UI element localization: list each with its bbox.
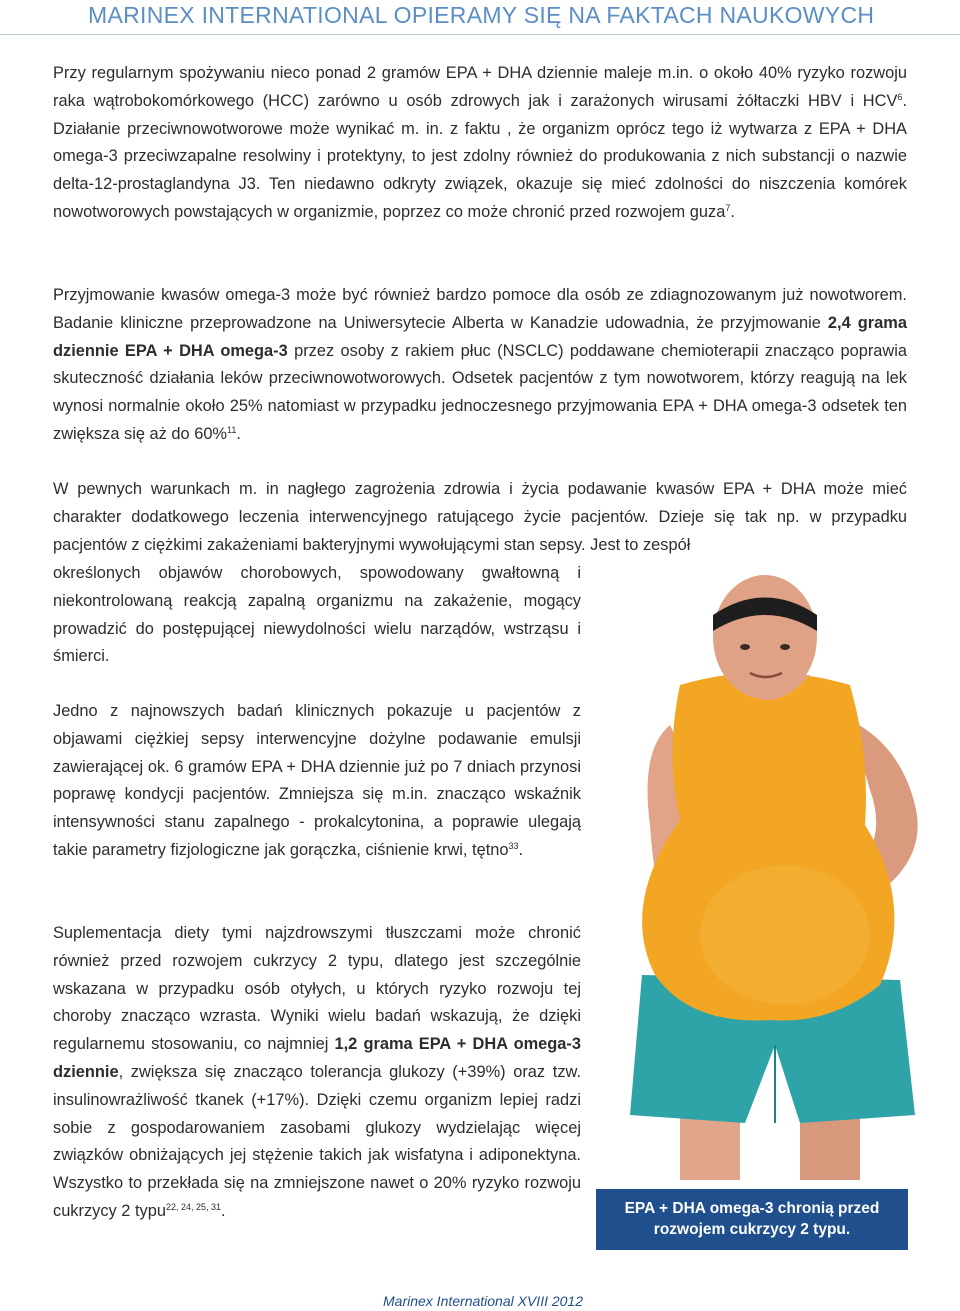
paragraph-liver-cancer: Przy regularnym spożywaniu nieco ponad 2 gramów EPA + DHA dziennie maleje m.in. o około 40% ryzyko rozwoju raka wątrobokomórkowego (HCC) zarówno u osób zdrowych jak i zarażonych wirusami żółtaczki HBV i HCV$^6$. Działanie przeciwnowotworowe może wynikać m. in. z faktu , że organizm oprócz tego iż wytwarza z EPA + DHA omega-3 przeciwzapalne resolwiny i protektyny, to jest zdolny również do produkowania z nich substancji o nazwie delta-12-prostaglandyna J3. Ten niedawno odkryty związek, okazuje się mieć zdolności do niszczenia komórek nowotworowych powstających w organizmie, poprzez co może chronić przed rozwojem guza$^7$. (53, 64, 907, 221)
reference-7: 7 (725, 202, 731, 213)
reference-33: 33 (508, 840, 519, 851)
paragraph-sepsis-study: Jedno z najnowszych badań klinicznych pokazuje u pacjentów z objawami ciężkiej sepsy interwencyjne dożylne podawanie emulsji zawierającej ok. 6 gramów EPA + DHA dziennie już po 7 dniach przynosi poprawę kondycji pacjentów. Zmniejsza się m.in. znacząco wskaźnik intensywności stanu zapalnego - prokalcytonina, a poprawie ulegają takie parametry fizjologiczne jak gorączka, ciśnienie krwi, tętno$^{33}$. (53, 702, 581, 859)
header-divider (0, 34, 960, 35)
man-illustration (570, 575, 960, 1185)
highlight-dose-diabetes: 1,2 grama EPA + DHA omega-3 dziennie (53, 1035, 581, 1081)
reference-diabetes: 22, 24, 25, 31 (165, 1201, 221, 1212)
paragraph-diabetes: Suplementacja diety tymi najzdrowszymi tłuszczami może chronić również przed rozwojem cukrzycy 2 typu, dlatego jest szczególnie wskazana w przypadku osób otyłych, u których ryzyko rozwoju tej choroby znacząco wzrasta. Wyniki wielu badań wskazują, że dzięki regularnemu stosowaniu, co najmniej 1,2 grama EPA + DHA omega-3 dziennie, zwiększa się znacząco tolerancja glukozy (+39%) oraz tzw. insulinowrażliwość tkanek (+17%). Dzięki czemu organizm lepiej radzi sobie z gospodarowaniem zasobami glukozy wydzielając więcej związków obniżających jej stężenie takich jak wisfatyna i adiponektyna. Wszystko to przekłada się na zmniejszone nawet o 20% ryzyko rozwoju cukrzycy 2 typu$^{22, 24, 25, 31}$. (53, 924, 581, 1220)
page-header: MARINEX INTERNATIONAL OPIERAMY SIĘ NA FAKTACH NAUKOWYCH (88, 2, 875, 28)
page-footer: Marinex International XVIII 2012 (383, 1293, 584, 1309)
highlight-dose-lung: 2,4 grama dziennie EPA + DHA omega-3 (53, 313, 907, 360)
paragraph-lung-cancer: Przyjmowanie kwasów omega-3 może być również bardzo pomoce dla osób ze zdiagnozowanym już nowotworem. Badanie kliniczne przeprowadzone na Uniwersytecie Alberta w Kanadzie udowadnia, że przyjmowanie 2,4 grama dziennie EPA + DHA omega-3 przez osoby z rakiem płuc (NSCLC) poddawane chemioterapii znacząco poprawia skuteczność działania leków przeciwnowotworowych. Odsetek pacjentów z tym nowotworem, którzy reagują na lek wynosi normalnie około 25% natomiast w przypadku jednoczesnego przyjmowania EPA + DHA omega-3 odsetek ten zwiększa się aż do 60%$^{11}$. (53, 286, 907, 443)
caption-line-2: rozwojem cukrzycy 2 typu. (653, 1221, 851, 1238)
caption-line-1: EPA + DHA omega-3 chronią przed (624, 1200, 880, 1217)
reference-11: 11 (227, 424, 237, 435)
head (713, 575, 817, 699)
paragraph-sepsis-intro: W pewnych warunkach m. in nagłego zagrożenia zdrowia i życia podawanie kwasów EPA + DHA może mieć charakter dodatkowego leczenia interwencyjnego ratującego życie pacjentów. Dzieje się tak np. w przypadku pacjentów z ciężkimi zakażeniami bakteryjnymi wywołującymi stan sepsy. Jest to zespół (53, 480, 907, 554)
image-caption (596, 1189, 908, 1250)
reference-6: 6 (897, 91, 903, 102)
paragraph-sepsis-definition: określonych objawów chorobowych, spowodowany gwałtowną i niekontrolowaną reakcją zapalną organizmu na zakażenie, mogący prowadzić do postępującej niewydolności wielu narządów, wstrząsu i śmierci. (53, 564, 581, 666)
